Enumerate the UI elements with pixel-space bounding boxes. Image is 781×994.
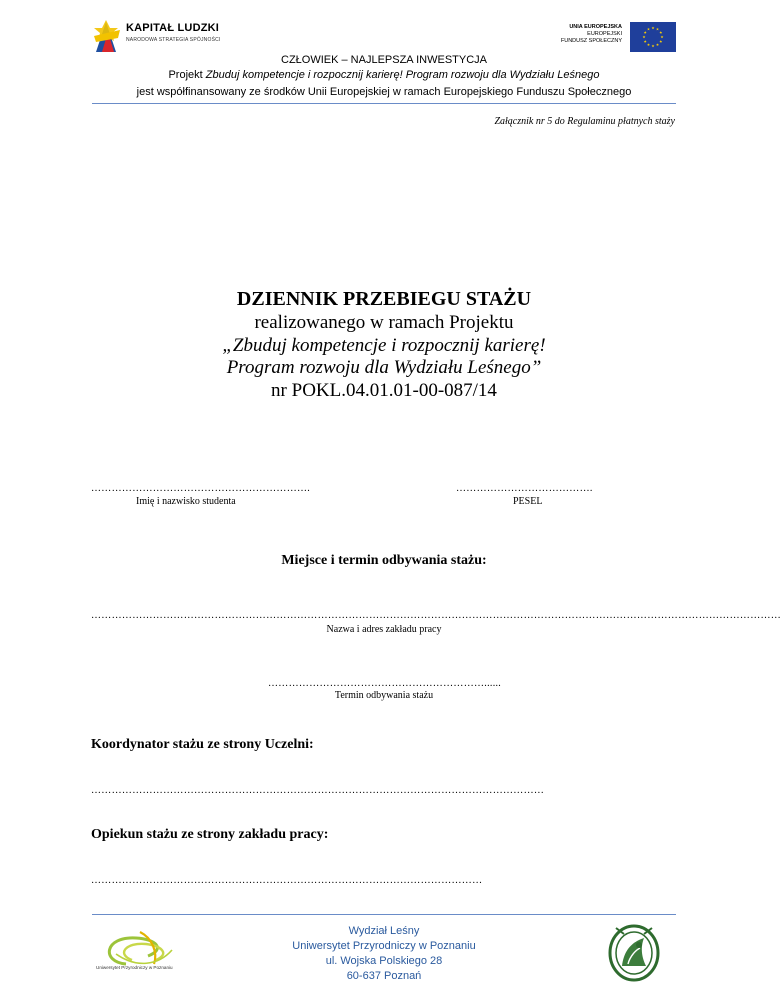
annex-note: Załącznik nr 5 do Regulaminu płatnych staży	[494, 116, 675, 127]
eu-logo-line1: UNIA EUROPEJSKA	[569, 24, 622, 30]
student-name-field[interactable]: ……………………………………………………….	[91, 483, 311, 494]
title-line-2: realizowanego w ramach Projektu	[254, 312, 514, 333]
coordinator-label: Koordynator stażu ze strony Uczelni:	[91, 737, 314, 752]
document-title: DZIENNIK PRZEBIEGU STAŻU	[236, 288, 532, 310]
kapital-ludzki-logo	[92, 18, 232, 54]
title-line-3: „Zbuduj kompetencje i rozpocznij karierę!	[222, 335, 546, 356]
place-term-heading: Miejsce i termin odbywania stażu:	[281, 553, 487, 568]
footer-postal-city: 60-637 Poznań	[346, 970, 422, 982]
kapital-ludzki-mark-icon	[92, 18, 122, 52]
footer-faculty: Wydział Leśny	[348, 925, 420, 937]
internship-term-field[interactable]: ………………………………………………………......	[268, 678, 502, 689]
eu-logo	[548, 22, 676, 52]
internship-term-caption: Termin odbywania stażu	[334, 690, 434, 701]
footer-street: ul. Wojska Polskiego 28	[325, 955, 443, 967]
header-line-2-prefix: Projekt	[168, 69, 206, 81]
company-address-field[interactable]: …………………………………………………………………………………………………………………………………………………………………………………	[91, 610, 781, 621]
footer-divider	[92, 914, 676, 915]
header-line-1: CZŁOWIEK – NAJLEPSZA INWESTYCJA	[281, 54, 487, 66]
supervisor-field[interactable]: ……………………………………………………………………………………………………	[91, 875, 483, 886]
title-line-5: nr POKL.04.01.01-00-087/14	[271, 380, 497, 401]
footer-university: Uniwersytet Przyrodniczy w Poznaniu	[292, 940, 476, 952]
company-address-caption: Nazwa i adres zakładu pracy	[326, 624, 442, 635]
header-divider	[92, 103, 676, 104]
forestry-faculty-emblem-icon	[606, 920, 662, 982]
eu-logo-line3: FUNDUSZ SPOŁECZNY	[560, 38, 622, 44]
pesel-caption: PESEL	[513, 496, 543, 507]
header-line-2	[0, 69, 768, 81]
university-logo-caption: Uniwersytet Przyrodniczy w Poznaniu	[96, 965, 173, 970]
student-name-caption: Imię i nazwisko studenta	[136, 496, 236, 507]
coordinator-field[interactable]: ……………………………………………………………………………………………………………………	[91, 785, 545, 796]
supervisor-label: Opiekun stażu ze strony zakładu pracy:	[91, 827, 329, 842]
header-line-3: jest współfinansowany ze środków Unii Europejskiej w ramach Europejskiego Funduszu Społecznego	[136, 86, 632, 98]
eu-logo-text	[561, 24, 622, 45]
pesel-field[interactable]: ………………………………….	[456, 483, 593, 494]
kapital-ludzki-subtitle: NARODOWA STRATEGIA SPÓJNOŚCI	[126, 37, 221, 43]
kapital-ludzki-title: KAPITAŁ LUDZKI	[126, 22, 220, 34]
title-line-4: Program rozwoju dla Wydziału Leśnego”	[226, 357, 542, 378]
eu-logo-line2: EUROPEJSKI	[587, 31, 622, 37]
eu-flag-icon	[630, 22, 676, 52]
header-line-2-project-name: Zbuduj kompetencje i rozpocznij karierę! Program rozwoju dla Wydziału Leśnego	[205, 69, 600, 81]
